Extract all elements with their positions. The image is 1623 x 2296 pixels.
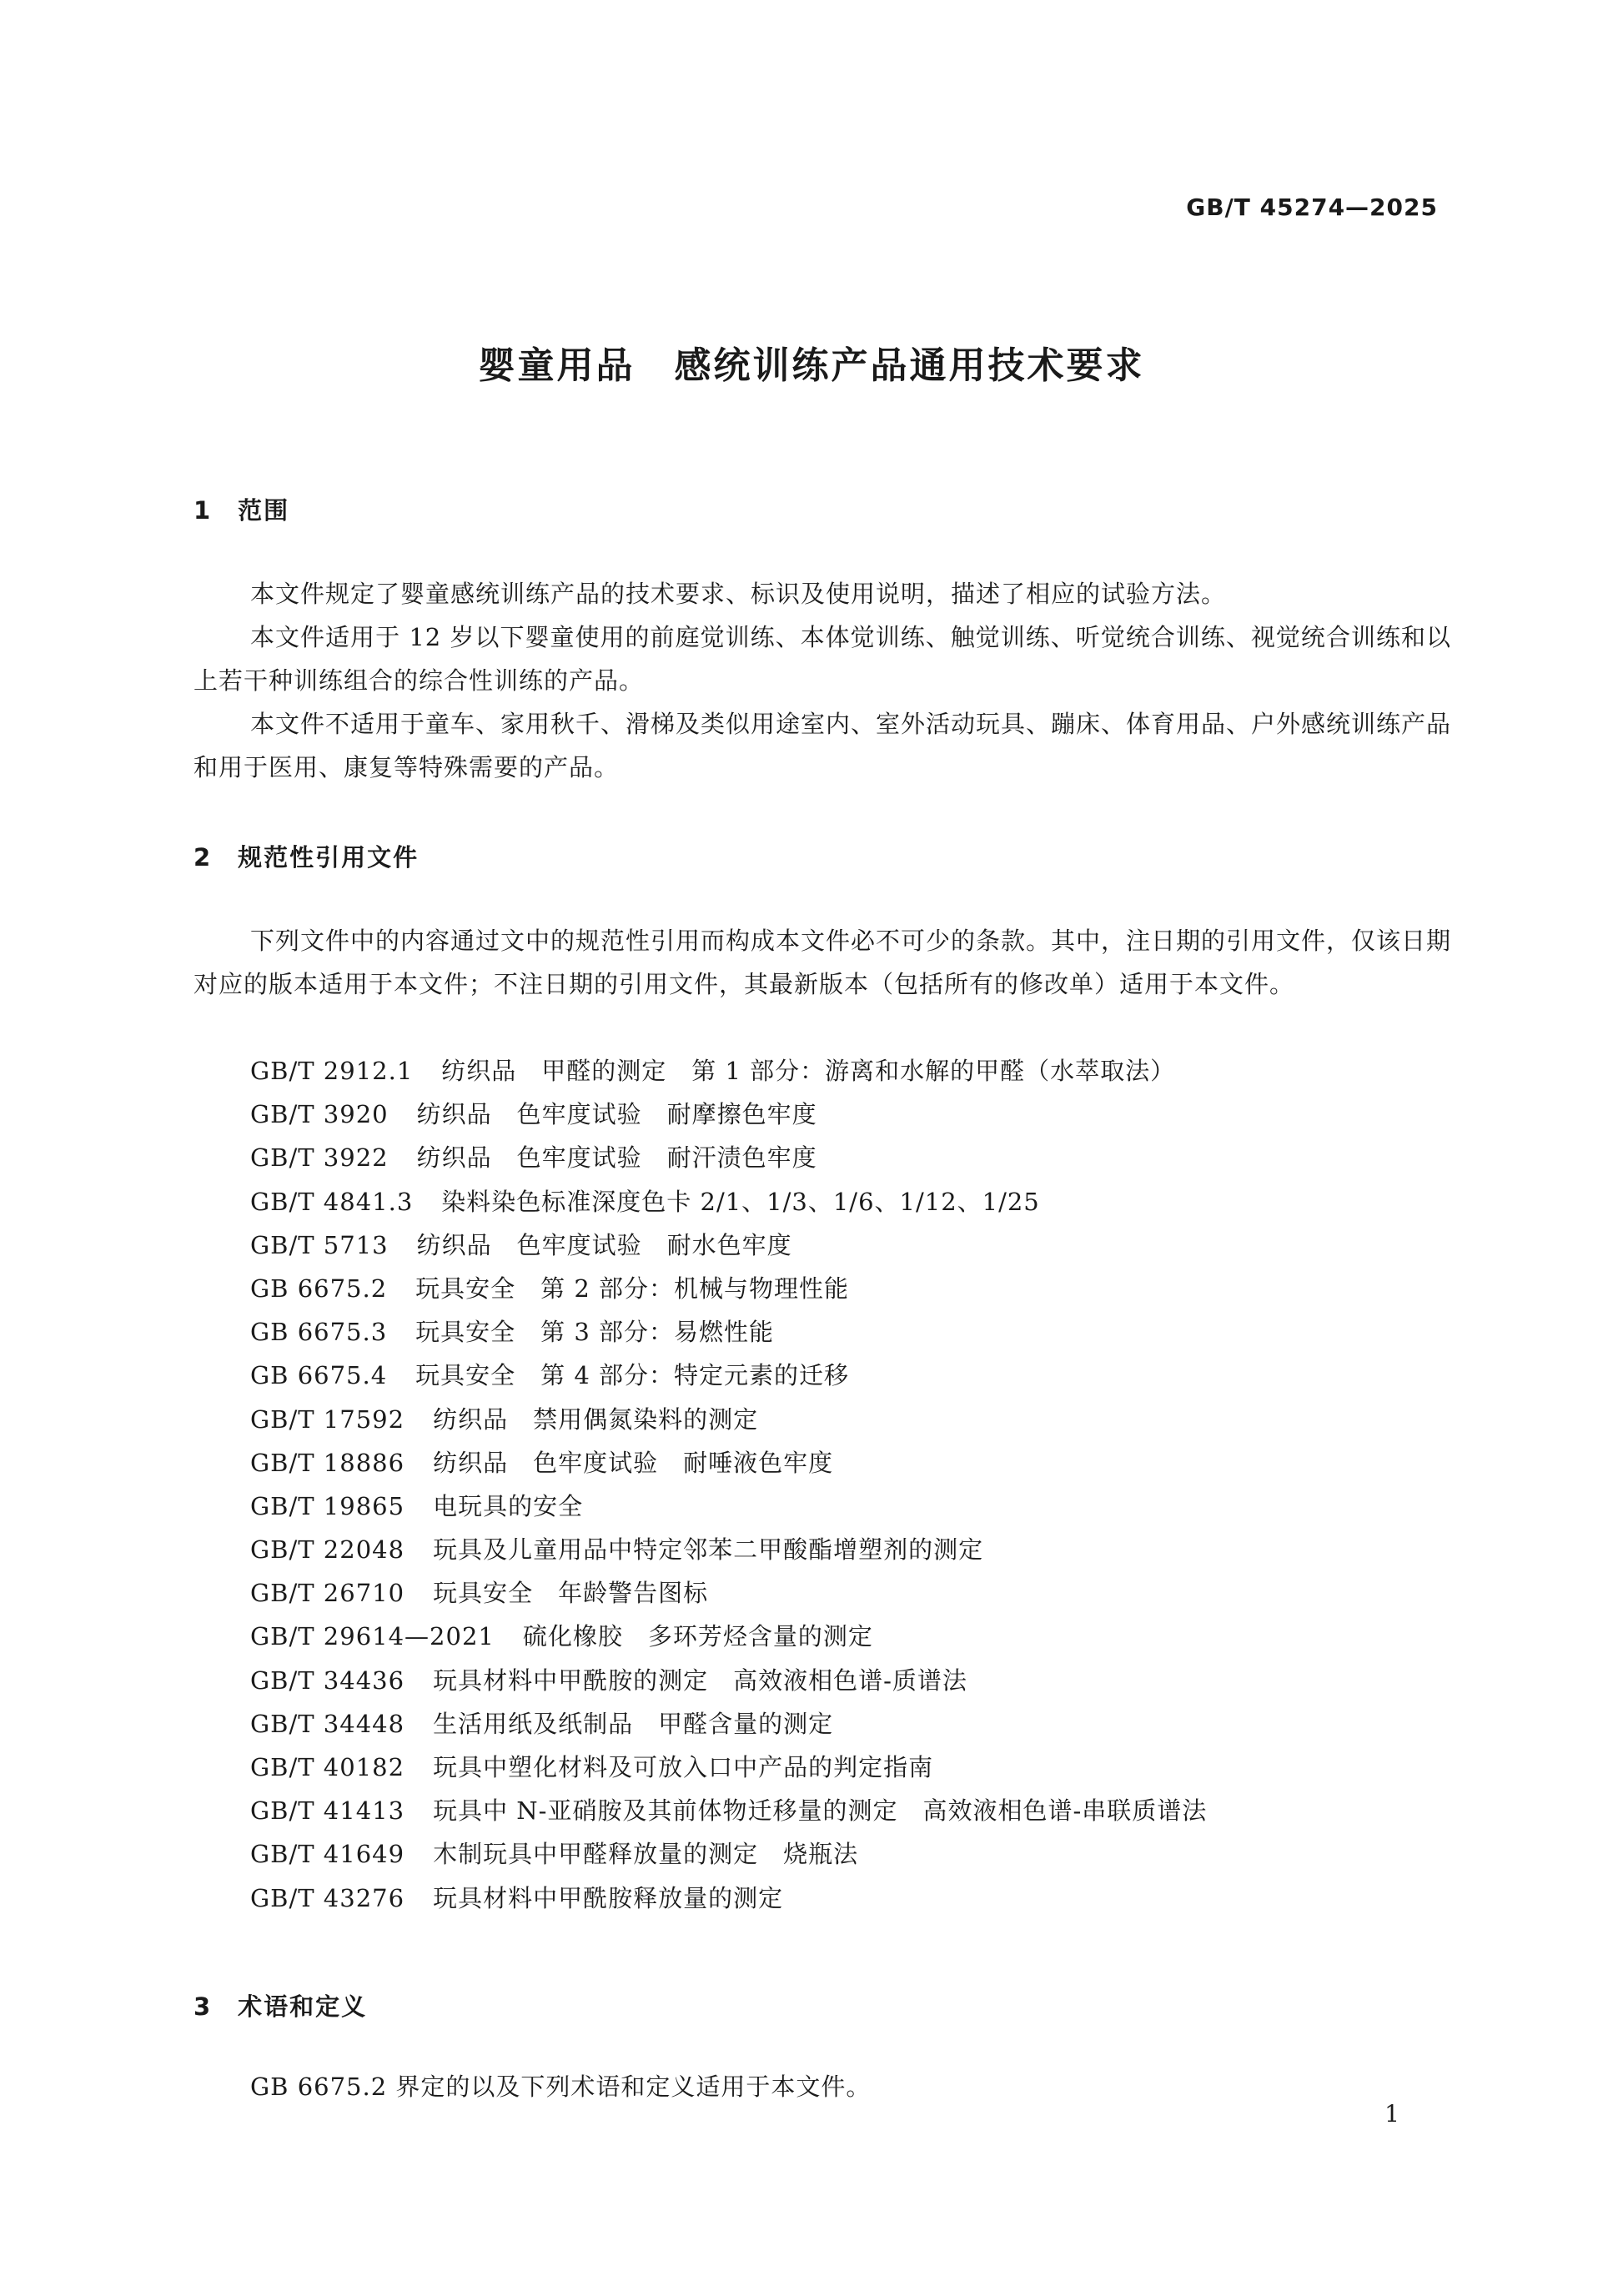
reference-title: 纺织品 色牢度试验 耐唾液色牢度	[433, 1448, 834, 1477]
reference-item	[250, 1746, 1451, 1789]
reference-code: GB/T 43276	[250, 1883, 405, 1912]
reference-item	[250, 1659, 1451, 1702]
reference-code: GB/T 29614—2021	[250, 1622, 495, 1651]
reference-item	[250, 1354, 1451, 1397]
reference-title: 纺织品 色牢度试验 耐汗渍色牢度	[416, 1143, 817, 1173]
reference-title: 玩具材料中甲酰胺释放量的测定	[433, 1883, 784, 1912]
reference-code: GB/T 3920	[250, 1100, 389, 1129]
reference-item	[250, 1702, 1451, 1746]
reference-code: GB/T 41649	[250, 1840, 405, 1869]
reference-item	[250, 1789, 1451, 1832]
reference-code: GB/T 18886	[250, 1448, 405, 1477]
reference-item	[250, 1528, 1451, 1571]
reference-code: GB 6675.2	[250, 1274, 388, 1303]
reference-code: GB/T 41413	[250, 1796, 405, 1826]
reference-title: 玩具安全 第 2 部分：机械与物理性能	[415, 1274, 850, 1303]
reference-code: GB/T 26710	[250, 1579, 405, 1608]
reference-code: GB/T 19865	[250, 1491, 405, 1520]
reference-title: 玩具安全 第 4 部分：特定元素的迁移	[415, 1361, 850, 1390]
reference-title: 纺织品 禁用偶氮染料的测定	[433, 1404, 759, 1434]
reference-code: GB/T 5713	[250, 1230, 389, 1259]
reference-code: GB/T 40182	[250, 1753, 405, 1781]
reference-title: 硫化橡胶 多环芳烃含量的测定	[522, 1622, 873, 1651]
reference-code: GB 6675.4	[250, 1361, 388, 1390]
reference-code: GB/T 3922	[250, 1143, 389, 1173]
reference-title: 玩具材料中甲酰胺的测定 高效液相色谱-质谱法	[433, 1665, 967, 1695]
reference-title: 玩具中 N-亚硝胺及其前体物迁移量的测定 高效液相色谱-串联质谱法	[433, 1796, 1208, 1826]
reference-title: 生活用纸及纸制品 甲醛含量的测定	[433, 1709, 834, 1738]
reference-item	[250, 1615, 1451, 1658]
reference-item	[250, 1485, 1451, 1528]
reference-code: GB/T 22048	[250, 1535, 405, 1565]
section-heading-normative-references: 2 规范性引用文件	[193, 843, 420, 872]
reference-code: GB/T 34436	[250, 1665, 405, 1695]
reference-title: 纺织品 甲醛的测定 第 1 部分：游离和水解的甲醛（水萃取法）	[441, 1057, 1176, 1085]
standard-number: GB/T 45274—2025	[1186, 193, 1438, 221]
reference-title: 玩具安全 年龄警告图标	[433, 1579, 709, 1608]
reference-item	[250, 1223, 1451, 1267]
reference-title: 染料染色标准深度色卡 2/1、1/3、1/6、1/12、1/25	[441, 1187, 1040, 1216]
section-heading-terms-and-definitions: 3 术语和定义	[193, 1992, 368, 2021]
reference-title: 玩具及儿童用品中特定邻苯二甲酸酯增塑剂的测定	[433, 1535, 984, 1565]
section-body-terms-and-definitions	[193, 2065, 1451, 2108]
paragraph: 本文件规定了婴童感统训练产品的技术要求、标识及使用说明，描述了相应的试验方法。	[250, 580, 1227, 608]
paragraph: GB 6675.2 界定的以及下列术语和定义适用于本文件。	[250, 2072, 872, 2101]
reference-item	[250, 1093, 1451, 1136]
reference-title: 玩具安全 第 3 部分：易燃性能	[415, 1318, 775, 1347]
page-number: 1	[1384, 2100, 1399, 2128]
reference-title: 纺织品 色牢度试验 耐摩擦色牢度	[416, 1100, 817, 1129]
paragraph: 本文件适用于 12 岁以下婴童使用的前庭觉训练、本体觉训练、触觉训练、听觉统合训练、视觉统合训练和以上若干种训练组合的综合性训练的产品。	[193, 623, 1451, 695]
reference-item	[250, 1876, 1451, 1920]
reference-list	[250, 1049, 1451, 1920]
reference-item	[250, 1049, 1451, 1093]
reference-item	[250, 1832, 1451, 1876]
reference-item	[250, 1267, 1451, 1310]
reference-title: 纺织品 色牢度试验 耐水色牢度	[416, 1230, 792, 1259]
reference-item	[250, 1441, 1451, 1485]
reference-item	[250, 1310, 1451, 1354]
section-heading-scope: 1 范围	[193, 496, 290, 525]
reference-title: 电玩具的安全	[433, 1491, 584, 1520]
reference-code: GB/T 4841.3	[250, 1187, 414, 1216]
reference-title: 木制玩具中甲醛释放量的测定 烧瓶法	[433, 1840, 859, 1869]
reference-code: GB 6675.3	[250, 1318, 388, 1347]
section-body-normative-references	[193, 919, 1451, 1006]
section-body-scope	[193, 572, 1451, 789]
reference-item	[250, 1136, 1451, 1179]
reference-code: GB/T 2912.1	[250, 1057, 414, 1085]
paragraph: 本文件不适用于童车、家用秋千、滑梯及类似用途室内、室外活动玩具、蹦床、体育用品、户外感统训练产品和用于医用、康复等特殊需要的产品。	[193, 710, 1452, 781]
reference-title: 玩具中塑化材料及可放入口中产品的判定指南	[433, 1753, 934, 1781]
reference-code: GB/T 34448	[250, 1709, 405, 1738]
reference-item	[250, 1571, 1451, 1615]
document-title: 婴童用品 感统训练产品通用技术要求	[478, 344, 1145, 387]
paragraph: 下列文件中的内容通过文中的规范性引用而构成本文件必不可少的条款。其中，注日期的引用文件，仅该日期对应的版本适用于本文件；不注日期的引用文件，其最新版本（包括所有的修改单）适用于本文件。	[193, 927, 1452, 998]
reference-item	[250, 1180, 1451, 1223]
reference-item	[250, 1398, 1451, 1441]
reference-code: GB/T 17592	[250, 1404, 405, 1434]
